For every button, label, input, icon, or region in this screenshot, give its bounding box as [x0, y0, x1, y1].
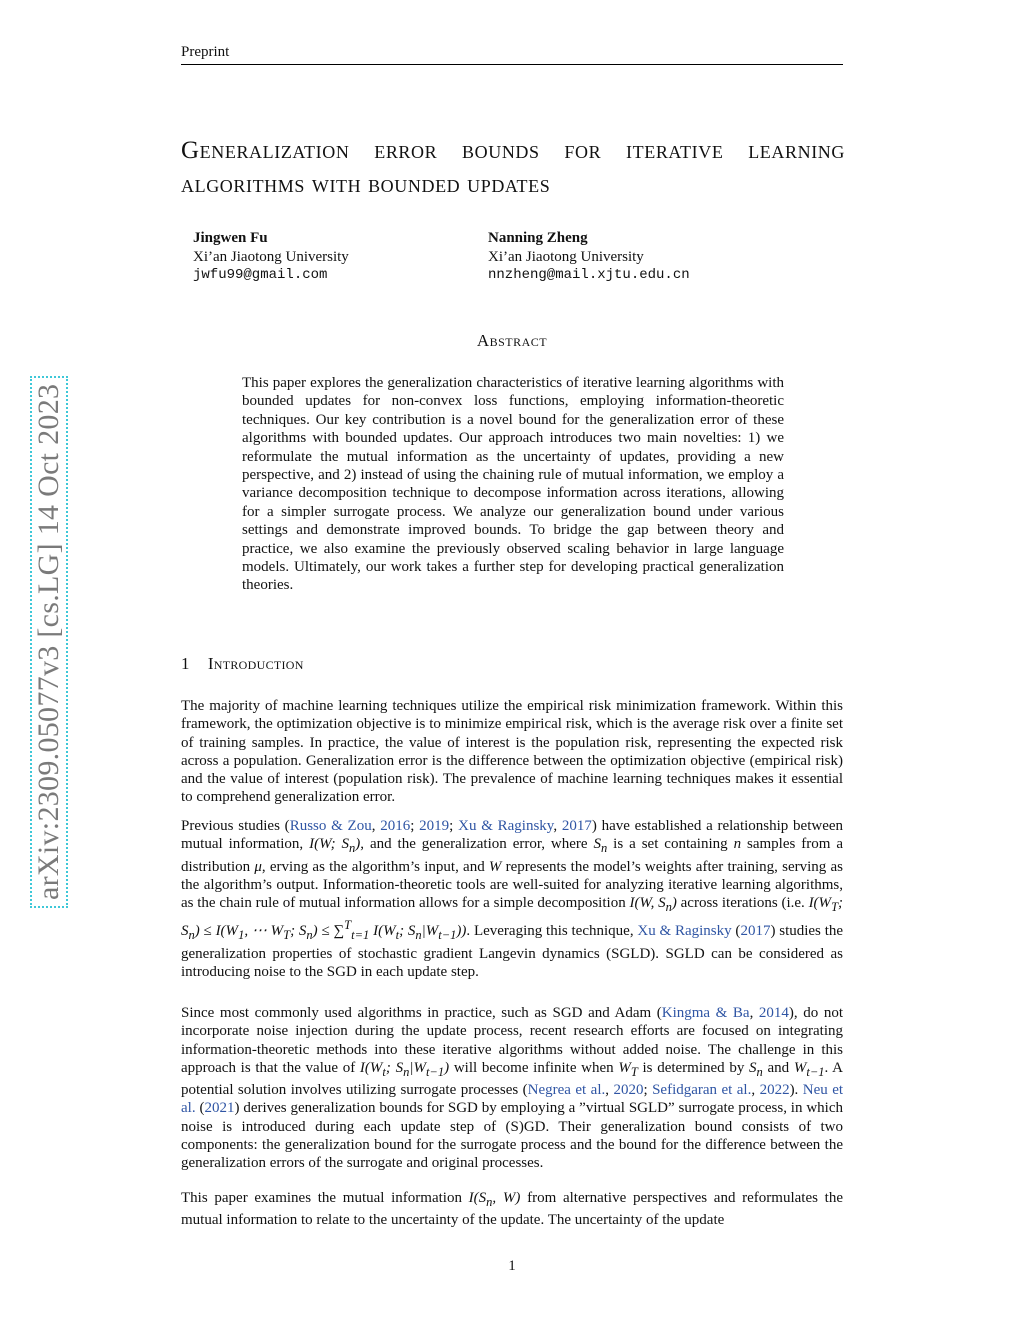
- citation-link[interactable]: Russo & Zou: [289, 818, 372, 834]
- section-heading: [181, 654, 304, 674]
- math-expression: $W_T$: [618, 1059, 638, 1079]
- author-2: [488, 229, 690, 285]
- citation-link[interactable]: Xu & Raginsky: [458, 818, 554, 834]
- citation-link[interactable]: 2017: [740, 923, 771, 940]
- math-expression: $I(S_n$, W): [468, 1190, 521, 1209]
- citation-link[interactable]: 2021: [204, 1100, 235, 1117]
- page-number: 1: [508, 1258, 516, 1274]
- math-expression: n: [733, 836, 742, 853]
- math-expression: $I(W_T$; $S_n) \le I(W_1$, ⋯ $W_T$; $S_n) \le \sum^T_{t=1}$ $I(W_t$; $S_n|W_{t-1}$)): [181, 895, 844, 943]
- math-expression: W: [488, 858, 502, 875]
- paper-title: Generalization error bounds for iterative learning algorithms with bounded updates: [181, 137, 845, 198]
- running-header: Preprint: [181, 44, 843, 65]
- citation-link[interactable]: 2014: [758, 1005, 789, 1021]
- paragraph-3: Since most commonly used algorithms in practice, such as SGD and Adam (Kingma & Ba, 2014), do not incorporate noise injection during the update process, recent research efforts are focused on integrating information-theoretic methods into these iterative algorithms without added noise. The challenge in this approach is that the value of $I(W_t$; $S_n|W_{t-1}$) will become infinite when $W_T$ is determined by $S_n$ and $W_{t-1}$. A potential solution involves utilizing surrogate processes (Negrea et al., 2020; Sefidgaran et al., 2022). Neu et al. (2021) derives generalization bounds for SGD by employing a ”virtual SGLD” surrogate process, in which noise is introduced during each update step of (S)GD. Their generalization bound consists of two components: the generalization bound for the surrogate process and the bound for the difference between the generalization errors of the surrogate and original processes.: [181, 1005, 844, 1172]
- math-expression: I(W; $S_n$): [309, 836, 361, 856]
- math-expression: I(W, $S_n$): [629, 895, 677, 915]
- section-number: 1: [181, 654, 190, 673]
- citation-link[interactable]: 2019: [419, 818, 450, 834]
- author-affiliation: Xi’an Jiaotong University: [488, 248, 644, 265]
- citation-link[interactable]: Neu et al.: [181, 1082, 844, 1117]
- paragraph-4: This paper examines the mutual information $I(S_n$, W) from alternative perspectives and reformulates the mutual information to relate to the uncertainty of the update. The uncertainty of the update: [181, 1190, 843, 1229]
- citation-link[interactable]: Kingma & Ba: [661, 1005, 750, 1021]
- citation-link[interactable]: Negrea et al.: [527, 1082, 606, 1099]
- citation-link[interactable]: 2017: [561, 818, 592, 834]
- section-title: Introduction: [207, 654, 304, 673]
- math-expression: $I(W_t$; $S_n|W_{t-1}$): [359, 1059, 450, 1079]
- abstract-heading: Abstract: [476, 331, 548, 350]
- author-affiliation: Xi’an Jiaotong University: [193, 248, 349, 265]
- citation-link[interactable]: 2020: [613, 1082, 644, 1099]
- math-expression: $W_{t-1}$: [793, 1059, 825, 1079]
- author-email[interactable]: nnzheng@mail.xjtu.edu.cn: [488, 267, 690, 283]
- citation-link[interactable]: Xu & Raginsky: [637, 923, 732, 940]
- citation-link[interactable]: 2022: [759, 1082, 790, 1099]
- math-expression: $S_n$: [749, 1059, 763, 1079]
- math-expression: $S_n$: [593, 836, 608, 856]
- author-1: [193, 229, 349, 285]
- author-name: Nanning Zheng: [488, 230, 588, 246]
- abstract-text: This paper explores the generalization characteristics of iterative learning algorithms with bounded updates for non-convex loss functions, employing information-theoretic techniques. Our key contribution is a novel bound for the generalization error of these algorithms with bounded updates. Our approach introduces two main novelties: 1) we reformulate the mutual information as the uncertainty of updates, providing a new perspective, and 2) instead of using the chaining rule of mutual information, we employ a variance decomposition technique to decompose information across iterations, allowing for a simpler surrogate process. We analyze our generalization bound under various settings and demonstrate improved bounds. To bridge the gap between theory and practice, we also examine the previously observed scaling behavior in large language models. Ultimately, our work takes a further step for developing practical generalization theories.: [242, 375, 784, 594]
- arxiv-stamp[interactable]: arXiv:2309.05077v3 [cs.LG] 14 Oct 2023: [30, 376, 68, 908]
- math-expression: μ: [254, 858, 262, 875]
- paragraph-2: Previous studies (Russo & Zou, 2016; 2019; Xu & Raginsky, 2017) have established a relationship between mutual information, I(W; $S_n$), and the generalization error, where $S_n$ is a set containing n samples from a distribution μ, erving as the algorithm’s input, and W represents the model’s weights after training, serving as the algorithm’s output. Information-theoretic tools are well-suited for analyzing iterative learning algorithms, as the chain rule of mutual information allows for a simple decomposition I(W, $S_n$) across iterations (i.e. $I(W_T$; $S_n) \le I(W_1$, ⋯ $W_T$; $S_n) \le \sum^T_{t=1}$ $I(W_t$; $S_n|W_{t-1}$)). Leveraging this technique, Xu & Raginsky (2017) studies the generalization properties of stochastic gradient Langevin dynamics (SGLD). SGLD can be considered as introducing noise to the SGD in each update step.: [181, 818, 844, 981]
- citation-link[interactable]: Sefidgaran et al.: [652, 1082, 752, 1099]
- author-name: Jingwen Fu: [193, 230, 268, 246]
- author-email[interactable]: jwfu99@gmail.com: [193, 267, 328, 283]
- paragraph-1: The majority of machine learning techniques utilize the empirical risk minimization framework. Within this framework, the optimization objective is to minimize empirical risk, which is the average risk over a finite set of training samples. In practice, the value of interest is the population risk, representing the expected risk across a population. Generalization error is the difference between the optimization objective (empirical risk) and the value of interest (population risk). The prevalence of machine learning techniques makes it essential to comprehend generalization error.: [181, 698, 843, 806]
- citation-link[interactable]: 2016: [380, 818, 411, 834]
